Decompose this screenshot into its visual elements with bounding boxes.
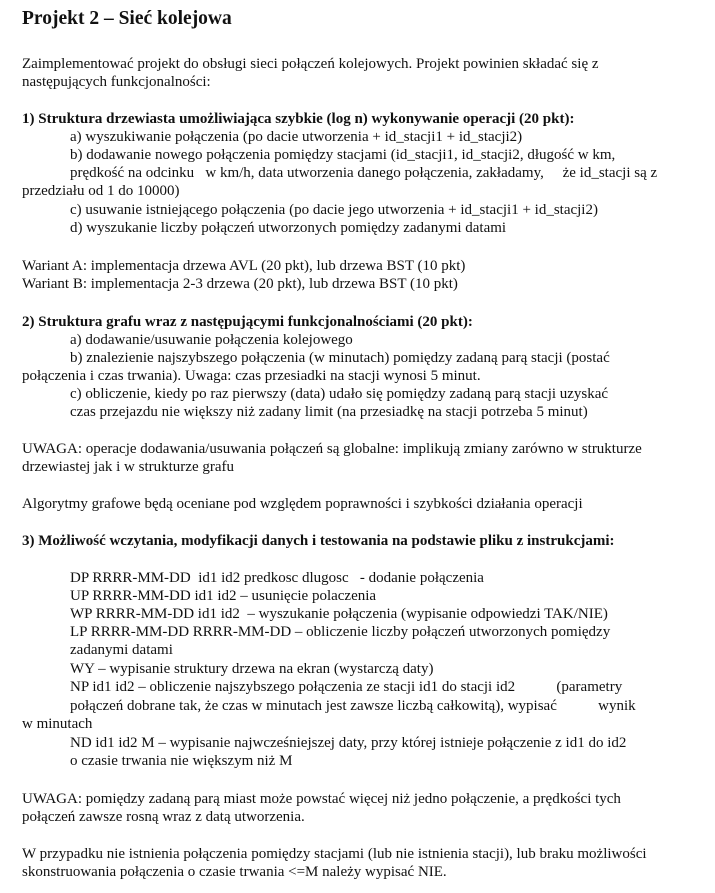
section1-item: d) wyszukanie liczby połączeń utworzonych pomiędzy zadanymi datami [70,220,507,236]
command-line: w minutach [22,716,93,732]
note-line: UWAGA: pomiędzy zadaną parą miast może powstać więcej niż jedno połączenie, a prędkości tych [22,791,621,807]
command-line: LP RRRR-MM-DD RRRR-MM-DD – obliczenie liczby połączeń utworzonych pomiędzy [70,624,611,640]
section1-item: c) usuwanie istniejącego połączenia (po dacie jego utworzenia + id_stacji1 + id_stacji2) [70,202,598,218]
page-title: Projekt 2 – Sieć kolejowa [22,8,232,29]
section2-item: b) znalezienie najszybszego połączenia (w minutach) pomiędzy zadaną parą stacji (postać [70,350,610,366]
variant-line: Wariant B: implementacja 2-3 drzewa (20 pkt), lub drzewa BST (10 pkt) [22,276,458,292]
note-line: skonstruowania połączenia o czasie trwania <=M należy wypisać NIE. [22,864,447,880]
section1-item: prędkość na odcinku w km/h, data utworzenia danego połączenia, zakładamy, że id_stacji są z [70,165,658,181]
intro-line: Zaimplementować projekt do obsługi sieci połączeń kolejowych. Projekt powinien składać się z [22,56,599,72]
intro-line: następujących funkcjonalności: [22,74,211,90]
section3-heading: 3) Możliwość wczytania, modyfikacji danych i testowania na podstawie pliku z instrukcjami: [22,533,615,549]
section1-item: b) dodawanie nowego połączenia pomiędzy stacjami (id_stacji1, id_stacji2, długość w km, [70,147,616,163]
command-line: WY – wypisanie struktury drzewa na ekran (wystarczą daty) [70,661,434,677]
algorithms-note: Algorytmy grafowe będą oceniane pod względem poprawności i szybkości działania operacji [22,496,583,512]
command-line: o czasie trwania nie większym niż M [70,753,293,769]
note-line: W przypadku nie istnienia połączenia pomiędzy stacjami (lub nie istnienia stacji), lub braku możliwości [22,846,647,862]
note-line: drzewiastej jak i w strukturze grafu [22,459,234,475]
section1-item: a) wyszukiwanie połączenia (po dacie utworzenia + id_stacji1 + id_stacji2) [70,129,523,145]
section2-item: połączenia i czas trwania). Uwaga: czas przesiadki na stacji wynosi 5 minut. [22,368,481,384]
note-line: UWAGA: operacje dodawania/usuwania połączeń są globalne: implikują zmiany zarówno w strukturze [22,441,642,457]
section1-heading: 1) Struktura drzewiasta umożliwiająca szybkie (log n) wykonywanie operacji (20 pkt): [22,111,575,127]
note-line: połączeń zawsze rosną wraz z datą utworzenia. [22,809,305,825]
section2-item: a) dodawanie/usuwanie połączenia kolejowego [70,332,353,348]
command-line: DP RRRR-MM-DD id1 id2 predkosc dlugosc - dodanie połączenia [70,570,484,586]
command-line: NP id1 id2 – obliczenie najszybszego połączenia ze stacji id1 do stacji id2 (parametry [70,679,623,695]
section2-item: czas przejazdu nie większy niż zadany limit (na przesiadkę na stacji potrzeba 5 minut) [70,404,588,420]
variant-line: Wariant A: implementacja drzewa AVL (20 pkt), lub drzewa BST (10 pkt) [22,258,466,274]
command-line: WP RRRR-MM-DD id1 id2 – wyszukanie połączenia (wypisanie odpowiedzi TAK/NIE) [70,606,608,622]
command-line: ND id1 id2 M – wypisanie najwcześniejszej daty, przy której istnieje połączenie z id1 do id2 [70,735,627,751]
command-line: połączeń dobrane tak, że czas w minutach jest zawsze liczbą całkowitą), wypisać wynik [70,698,636,714]
command-line: UP RRRR-MM-DD id1 id2 – usunięcie polaczenia [70,588,377,604]
section2-item: c) obliczenie, kiedy po raz pierwszy (data) udało się pomiędzy zadaną parą stacji uzyskać [70,386,609,402]
command-line: zadanymi datami [70,642,173,658]
section1-item: przedziału od 1 do 10000) [22,183,180,199]
section2-heading: 2) Struktura grafu wraz z następującymi funkcjonalnościami (20 pkt): [22,314,473,330]
